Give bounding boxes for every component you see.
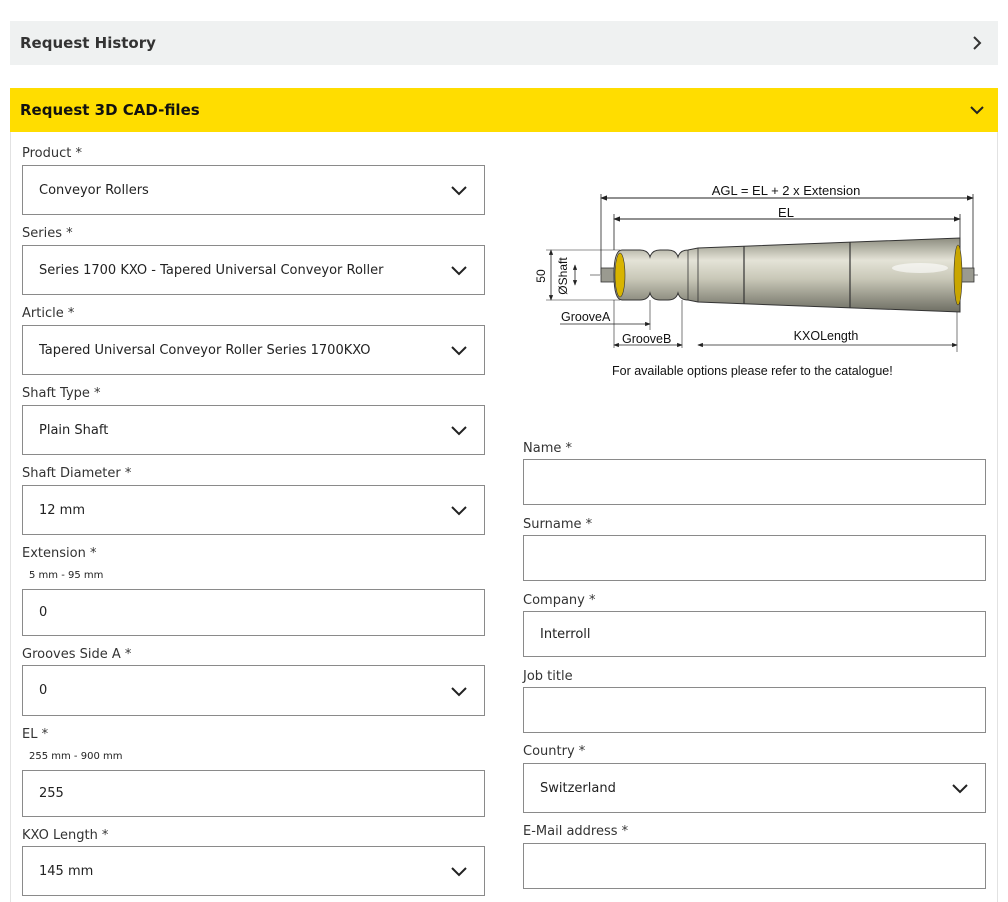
request-cad-title: Request 3D CAD-files <box>20 101 200 119</box>
country-select[interactable] <box>523 763 986 813</box>
groove-b-label: GrooveB <box>622 332 672 346</box>
company-label: Company * <box>523 593 596 608</box>
shaft-diameter-label: Shaft Diameter * <box>22 466 132 481</box>
job-title-label: Job title <box>523 669 573 684</box>
kxo-length-select[interactable] <box>22 846 485 896</box>
groove-a-label: GrooveA <box>561 310 611 324</box>
kxo-length-label: KXO Length * <box>22 828 109 843</box>
agl-dimension-label: AGL = EL + 2 x Extension <box>711 183 861 198</box>
chevron-down-icon <box>450 261 468 279</box>
shaft-type-value: Plain Shaft <box>39 422 109 438</box>
request-history-title: Request History <box>20 34 156 52</box>
grooves-side-a-label: Grooves Side A * <box>22 647 132 662</box>
shaft-type-label: Shaft Type * <box>22 386 101 401</box>
article-label: Article * <box>22 306 75 321</box>
chevron-down-icon <box>450 341 468 359</box>
email-input[interactable] <box>523 843 986 889</box>
surname-input[interactable] <box>523 535 986 581</box>
el-input-field[interactable] <box>39 786 468 801</box>
kxo-length-value: 145 mm <box>39 863 94 879</box>
catalogue-note: For available options please refer to the catalogue! <box>612 364 893 378</box>
product-select[interactable] <box>22 165 485 215</box>
chevron-down-icon <box>450 181 468 199</box>
request-cad-header[interactable] <box>10 88 998 132</box>
el-input[interactable] <box>22 770 485 817</box>
name-input-field[interactable] <box>540 475 969 490</box>
el-hint: 255 mm - 900 mm <box>29 751 123 762</box>
surname-label: Surname * <box>523 517 593 532</box>
request-history-header[interactable] <box>10 21 998 65</box>
el-dimension-label: EL <box>778 205 794 220</box>
extension-input-field[interactable] <box>39 605 468 620</box>
job-title-input[interactable] <box>523 687 986 733</box>
country-value: Switzerland <box>540 780 616 796</box>
shaft-diameter-dimension-label: ØShaft <box>556 257 570 295</box>
diameter-50-label: 50 <box>534 269 548 283</box>
extension-label: Extension * <box>22 546 97 561</box>
series-label: Series * <box>22 226 73 241</box>
chevron-down-icon <box>951 779 969 797</box>
chevron-down-icon <box>450 421 468 439</box>
chevron-down-icon <box>450 862 468 880</box>
name-input[interactable] <box>523 459 986 505</box>
chevron-right-icon[interactable] <box>966 32 988 54</box>
article-value: Tapered Universal Conveyor Roller Series 1700KXO <box>39 342 371 358</box>
product-value: Conveyor Rollers <box>39 182 149 198</box>
chevron-down-icon <box>450 682 468 700</box>
email-label: E-Mail address * <box>523 824 629 839</box>
email-input-field[interactable] <box>540 859 969 874</box>
job-title-input-field[interactable] <box>540 703 969 718</box>
shaft-diameter-select[interactable] <box>22 485 485 535</box>
article-select[interactable] <box>22 325 485 375</box>
surname-input-field[interactable] <box>540 551 969 566</box>
extension-hint: 5 mm - 95 mm <box>29 570 104 581</box>
roller-technical-drawing <box>524 176 984 386</box>
shaft-type-select[interactable] <box>22 405 485 455</box>
extension-input[interactable] <box>22 589 485 636</box>
country-label: Country * <box>523 744 586 759</box>
chevron-down-icon[interactable] <box>966 99 988 121</box>
el-label: EL * <box>22 727 49 742</box>
chevron-down-icon <box>450 501 468 519</box>
company-input[interactable] <box>523 611 986 657</box>
series-value: Series 1700 KXO - Tapered Universal Conveyor Roller <box>39 262 384 278</box>
company-input-field[interactable] <box>540 627 969 642</box>
series-select[interactable] <box>22 245 485 295</box>
product-label: Product * <box>22 146 82 161</box>
kxo-length-dimension-label: KXOLength <box>793 329 859 343</box>
grooves-side-a-select[interactable] <box>22 665 485 716</box>
shaft-diameter-value: 12 mm <box>39 502 86 518</box>
grooves-side-a-value: 0 <box>39 683 48 698</box>
name-label: Name * <box>523 441 572 456</box>
